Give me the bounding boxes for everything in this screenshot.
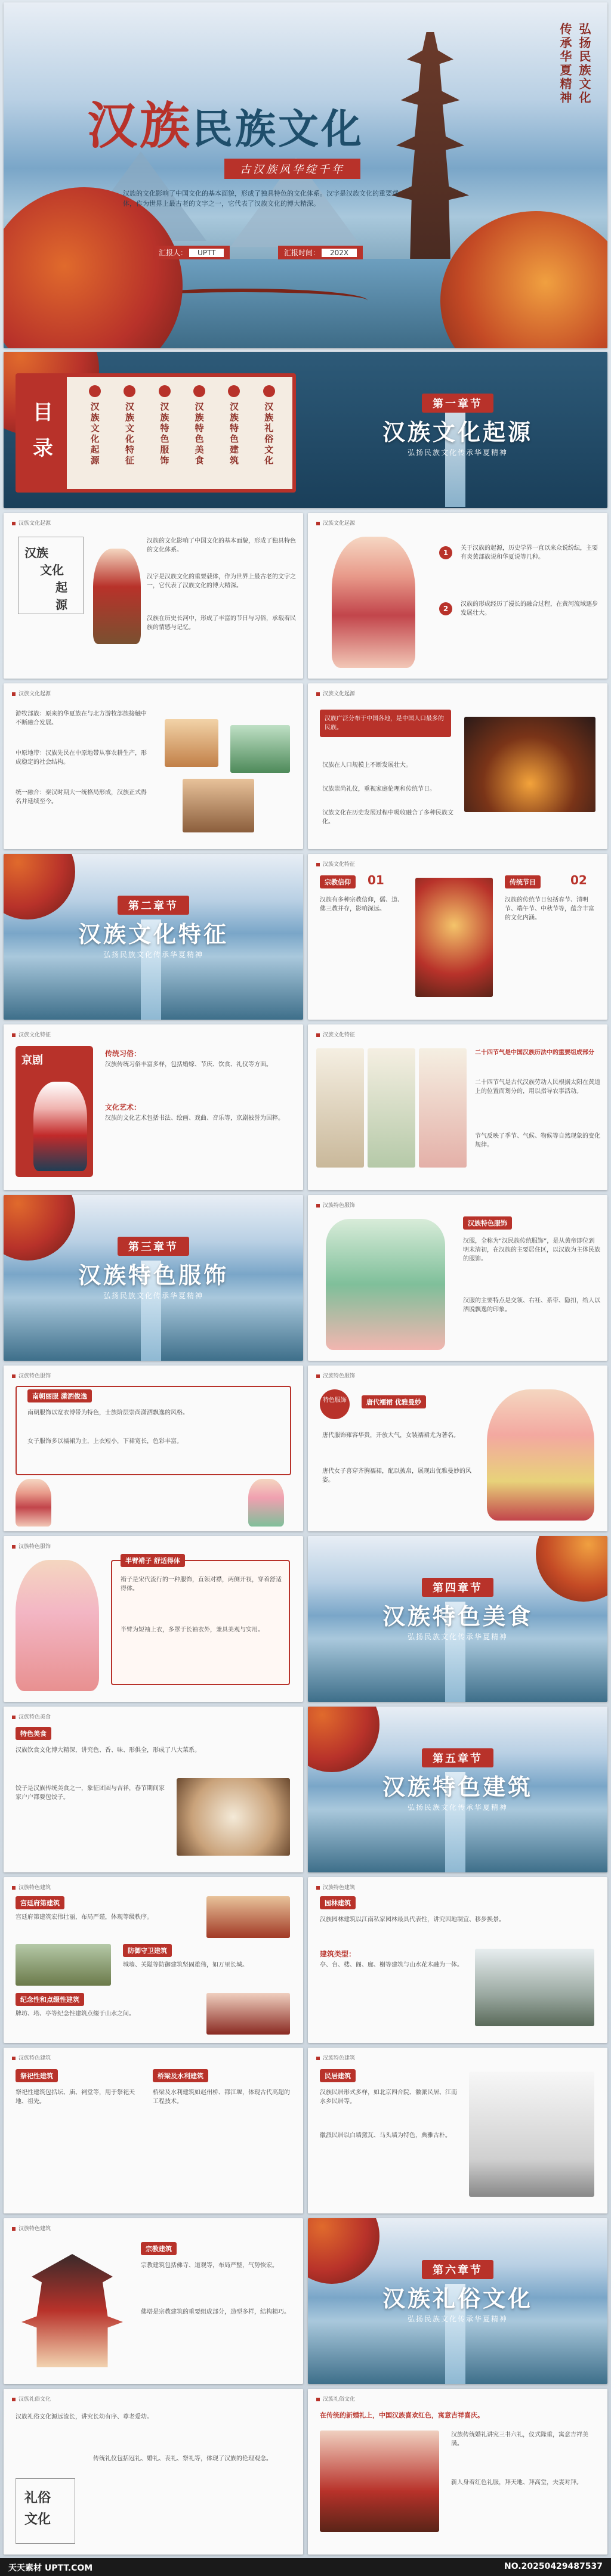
toc-dot-icon bbox=[159, 385, 171, 397]
food-title: 特色美食 bbox=[16, 1727, 51, 1740]
toc-item-label: 汉族文化起源 bbox=[89, 402, 100, 466]
festival-number: 02 bbox=[570, 873, 587, 887]
reporter-box bbox=[153, 246, 230, 259]
section-6-number: 第六章节 bbox=[422, 2260, 493, 2279]
custom-slide-2 bbox=[308, 2389, 607, 2555]
dwelling-p2: 徽派民居以白墙黛瓦、马头墙为特色，典雅古朴。 bbox=[320, 2132, 451, 2139]
slide-label: 汉族特色建筑 bbox=[12, 1883, 51, 1891]
pavilion-image bbox=[206, 1993, 290, 2035]
clothing-p2: 汉服的主要特点是交领、右衽、系带、隐扣，给人以洒脱飘逸的印象。 bbox=[463, 1298, 600, 1313]
garden-p2: 亭、台、楼、阁、廊、榭等建筑与山水花木融为一体。 bbox=[320, 1962, 463, 1968]
cover-slide bbox=[4, 2, 607, 348]
religious-title: 宗教建筑 bbox=[141, 2242, 177, 2255]
cooking-illustration bbox=[230, 725, 290, 773]
solar-terms-painting-1 bbox=[316, 1048, 364, 1168]
slide-label: 汉族文化特征 bbox=[316, 860, 355, 868]
bridge-text: 桥梁及水利建筑如赵州桥、都江堰，体现古代高超的工程技术。 bbox=[153, 2089, 290, 2105]
festival-text: 汉族的传统节日包括春节、清明节、端午节、中秋节等，蕴含丰富的文化内涵。 bbox=[505, 897, 594, 921]
custom-vert-1: 礼俗 bbox=[24, 2490, 51, 2506]
vert-3: 起源 bbox=[55, 580, 67, 612]
song-lady-illustration bbox=[16, 1560, 99, 1691]
section-5-title: 汉族特色建筑 bbox=[382, 1773, 533, 1800]
opera-card bbox=[16, 1046, 93, 1177]
origin-p2: 汉字是汉族文化的重要载体，作为世界上最古老的文字之一，它代表了汉族文化的博大精深。 bbox=[147, 574, 296, 589]
reporter-value: UPTT bbox=[189, 249, 224, 257]
section-4 bbox=[308, 1536, 607, 1702]
temple-illustration bbox=[21, 2254, 123, 2367]
section-6 bbox=[308, 2218, 607, 2384]
religion-text: 汉族有多种宗教信仰，儒、道、佛三教并存，影响深远。 bbox=[320, 897, 403, 912]
slide-label: 汉族礼俗文化 bbox=[12, 2395, 51, 2402]
toc-dot-icon bbox=[89, 385, 101, 397]
slide-label: 汉族特色服饰 bbox=[316, 1201, 355, 1209]
custom-p1: 汉族礼俗文化源远流长，讲究长幼有序、尊老爱幼。 bbox=[16, 2414, 153, 2420]
toc-heading bbox=[19, 377, 67, 489]
slide-label: 汉族特色服饰 bbox=[12, 1371, 51, 1379]
slide-label: 汉族特色服饰 bbox=[316, 1371, 355, 1379]
arch-slide-4 bbox=[308, 2048, 607, 2213]
hanfu-garment-image bbox=[326, 1219, 445, 1350]
arch-slide-3 bbox=[4, 2048, 303, 2213]
garden-type-heading: 建筑类型： bbox=[320, 1950, 356, 1958]
point-1-badge: 1 bbox=[439, 546, 452, 559]
section-3-subtitle: 弘扬民族文化传承华夏精神 bbox=[103, 1292, 203, 1300]
section-2-number: 第二章节 bbox=[118, 896, 189, 915]
solar-terms-p2: 节气反映了季节、气候、物候等自然现象的变化规律。 bbox=[475, 1133, 600, 1148]
slide-label: 汉族特色建筑 bbox=[12, 2224, 51, 2232]
origin-slide-2 bbox=[308, 513, 607, 679]
sacrificial-text: 祭祀性建筑包括坛、庙、祠堂等，用于祭祀天地、祖先。 bbox=[16, 2089, 135, 2105]
population-callout: 汉族广泛分布于中国各地，是中国人口最多的民族。 bbox=[320, 710, 451, 737]
defense-title: 防御守卫建筑 bbox=[123, 1944, 172, 1957]
toc-item-label: 汉族特色美食 bbox=[193, 402, 205, 466]
clothing-p1: 汉服，全称为“汉民族传统服饰”，是从黄帝即位到明末清初，在汉族的主要居住区，以汉族为主体民族的服饰。 bbox=[463, 1238, 600, 1262]
market-illustration bbox=[183, 779, 254, 832]
time-value: 202X bbox=[322, 249, 357, 257]
tang-p2: 唐代女子喜穿齐胸襦裙，配以披帛，展现出优雅曼妙的风姿。 bbox=[322, 1468, 471, 1484]
memorial-text: 牌坊、塔、亭等纪念性建筑点缀于山水之间。 bbox=[16, 2011, 135, 2017]
tang-p1: 唐代服饰雍容华贵，开放大气，女装襦裙尤为著名。 bbox=[322, 1432, 459, 1439]
food-p2: 饺子是汉族传统美食之一，象征团圆与吉祥，春节期间家家户户都要包饺子。 bbox=[16, 1785, 165, 1801]
song-p1: 褙子是宋代流行的一种服饰，直领对襟，两侧开衩，穿着舒适得体。 bbox=[121, 1577, 282, 1592]
wedding-image bbox=[320, 2431, 439, 2532]
clothing-slide-4 bbox=[4, 1536, 303, 1702]
toc-item-label: 汉族特色建筑 bbox=[228, 402, 239, 466]
tang-badge: 特色服饰 bbox=[320, 1389, 350, 1419]
population-p1: 汉族在人口规模上不断发展壮大。 bbox=[322, 762, 412, 769]
clothing-slide-3 bbox=[308, 1366, 607, 1531]
sacrificial-title: 祭祀性建筑 bbox=[16, 2069, 58, 2082]
slide-label: 汉族特色服饰 bbox=[12, 1542, 51, 1550]
memorial-title: 纪念性和点缀性建筑 bbox=[16, 1993, 84, 2006]
toc-dot-icon bbox=[124, 385, 135, 397]
solar-terms-painting-3 bbox=[419, 1048, 467, 1168]
section-5-number: 第五章节 bbox=[422, 1748, 493, 1767]
population-p3: 汉族文化在历史发展过程中吸收融合了多种民族文化。 bbox=[322, 810, 453, 825]
section-1-subtitle: 弘扬民族文化传承华夏精神 bbox=[407, 448, 508, 457]
great-wall-image bbox=[16, 1944, 111, 1986]
section-3 bbox=[4, 1195, 303, 1361]
palace-title: 宫廷府第建筑 bbox=[16, 1896, 64, 1909]
slide-label: 汉族礼俗文化 bbox=[316, 2395, 355, 2402]
cover-title-a: 汉族 bbox=[87, 96, 193, 155]
calligraphy-box bbox=[18, 537, 84, 614]
arch-slide-5 bbox=[4, 2218, 303, 2384]
lady-illustration bbox=[16, 1479, 51, 1527]
clothing-slide-2 bbox=[4, 1366, 303, 1531]
solar-terms-title: 二十四节气是中国汉族历法中的重要组成部分 bbox=[475, 1049, 594, 1056]
vert-2: 文化 bbox=[40, 563, 64, 577]
customs-text: 汉族传统习俗丰富多样，包括婚嫁、节庆、饮食、礼仪等方面。 bbox=[105, 1061, 272, 1068]
section-2 bbox=[4, 854, 303, 1020]
origin-slide-4 bbox=[308, 683, 607, 849]
southern-dynasty-p2: 女子服饰多以襦裙为主，上衣短小，下裙宽长，色彩丰富。 bbox=[27, 1438, 183, 1445]
vert-1: 汉族 bbox=[24, 546, 48, 560]
slide-label: 汉族文化起源 bbox=[316, 519, 355, 527]
toc-item[interactable] bbox=[263, 385, 275, 483]
tang-title: 唐代襦裙 优雅曼妙 bbox=[362, 1395, 426, 1408]
origin-slide-3 bbox=[4, 683, 303, 849]
customs-heading: 传统习俗： bbox=[105, 1049, 141, 1058]
toc-item-label: 汉族文化特征 bbox=[124, 402, 135, 466]
clothing-title: 汉族特色服饰 bbox=[463, 1216, 512, 1230]
slide-label: 汉族特色建筑 bbox=[12, 2054, 51, 2061]
feature-slide-1 bbox=[308, 854, 607, 1020]
cover-title bbox=[87, 86, 364, 158]
festival-tag: 传统节日 bbox=[505, 875, 541, 888]
arts-heading: 文化艺术： bbox=[105, 1103, 141, 1111]
garden-p1: 汉族园林建筑以江南私家园林最具代表性，讲究因地制宜、移步换景。 bbox=[320, 1916, 505, 1923]
religion-number: 01 bbox=[368, 873, 384, 887]
tang-lady-illustration bbox=[487, 1389, 594, 1521]
origin-slide-1 bbox=[4, 513, 303, 679]
dwelling-title: 民居建筑 bbox=[320, 2069, 356, 2082]
solar-terms-painting-2 bbox=[368, 1048, 415, 1168]
section-3-number: 第三章节 bbox=[118, 1237, 189, 1256]
origin-p3: 汉族在历史长河中，形成了丰富的节日与习俗，承载着民族的情感与记忆。 bbox=[147, 615, 296, 631]
opera-badge: 京剧 bbox=[21, 1054, 43, 1067]
slide-label: 汉族文化特征 bbox=[316, 1030, 355, 1038]
bridge-title: 桥梁及水利建筑 bbox=[153, 2069, 208, 2082]
festival-night-image bbox=[464, 717, 595, 812]
garden-title: 园林建筑 bbox=[320, 1896, 356, 1909]
cover-subtitle: 古汉族风华绽千年 bbox=[224, 159, 360, 179]
section-5-subtitle: 弘扬民族文化传承华夏精神 bbox=[407, 1803, 508, 1812]
wedding-title: 在传统的新婚礼上，中国汉族喜欢红色，寓意吉祥喜庆。 bbox=[320, 2411, 484, 2419]
cover-vertical-1: 传承华夏精神 bbox=[558, 23, 572, 105]
cover-vertical-2: 弘扬民族文化 bbox=[577, 23, 591, 105]
toc-item[interactable] bbox=[124, 385, 136, 483]
origin-point-2: 汉族的形成经历了漫长的融合过程，在黄河流域逐步发展壮大。 bbox=[461, 601, 598, 617]
toc-item-label: 汉族礼俗文化 bbox=[263, 402, 274, 466]
origin-p1: 汉族的文化影响了中国文化的基本面貌，形成了独具特色的文化体系。 bbox=[147, 538, 296, 553]
footer-right: NO.20250429487537 bbox=[504, 2562, 603, 2571]
toc-item[interactable] bbox=[89, 385, 101, 483]
religion-tag: 宗教信仰 bbox=[320, 875, 356, 888]
religious-p2: 佛塔是宗教建筑的重要组成部分，造型多样，结构精巧。 bbox=[141, 2309, 290, 2315]
time-label: 汇报时间： bbox=[284, 249, 320, 257]
toc-item[interactable] bbox=[193, 385, 206, 483]
religious-p1: 宗教建筑包括佛寺、道观等，布局严整，气势恢宏。 bbox=[141, 2262, 278, 2269]
farming-illustration bbox=[165, 719, 218, 767]
lady-illustration bbox=[248, 1479, 284, 1527]
clothing-slide-1 bbox=[308, 1195, 607, 1361]
section-1-title: 汉族文化起源 bbox=[382, 419, 533, 445]
toc-items bbox=[78, 385, 286, 483]
section-6-title: 汉族礼俗文化 bbox=[382, 2285, 533, 2312]
food-slide bbox=[4, 1707, 303, 1872]
slide-label: 汉族文化起源 bbox=[316, 689, 355, 697]
feature-slide-2 bbox=[4, 1024, 303, 1190]
origin-point-1: 关于汉族的起源，历史学界一直以来众说纷纭，主要有炎黄部族说和华夏说等几种。 bbox=[461, 545, 598, 561]
toc-heading-2: 录 bbox=[33, 436, 53, 460]
huizhou-house-sketch bbox=[469, 2072, 594, 2197]
cover-description: 汉族的文化影响了中国文化的基本面貌，形成了独具特色的文化体系。汉字是汉族文化的重要载体，作为世界上最古老的文字之一，它代表了汉族文化的博大精深。 bbox=[123, 190, 399, 208]
origin-bullet-2: 中原地带：汉族先民在中原地带从事农耕生产，形成稳定的社会结构。 bbox=[16, 750, 147, 766]
reporter-label: 汇报人： bbox=[159, 249, 188, 257]
toc-slide bbox=[4, 352, 607, 508]
custom-p2: 传统礼仪包括冠礼、婚礼、丧礼、祭礼等，体现了汉族的伦理观念。 bbox=[93, 2456, 272, 2462]
slide-label: 汉族文化特征 bbox=[12, 1030, 51, 1038]
custom-vert-2: 文化 bbox=[24, 2512, 51, 2527]
scholar-illustration bbox=[93, 549, 141, 644]
slide-label: 汉族文化起源 bbox=[12, 519, 51, 527]
dumplings-image bbox=[177, 1778, 290, 1856]
custom-slide-1 bbox=[4, 2389, 303, 2555]
toc-dot-icon bbox=[228, 385, 240, 397]
wedding-p1: 汉族传统婚礼讲究三书六礼，仪式隆重，寓意吉祥美满。 bbox=[451, 2432, 588, 2447]
feature-slide-3 bbox=[308, 1024, 607, 1190]
southern-dynasty-title: 南朝丽服 潇洒俊逸 bbox=[27, 1389, 92, 1402]
point-2-badge: 2 bbox=[439, 602, 452, 615]
slide-label: 汉族文化起源 bbox=[12, 689, 51, 697]
section-2-title: 汉族文化特征 bbox=[78, 921, 229, 948]
toc-item[interactable] bbox=[228, 385, 240, 483]
toc-dot-icon bbox=[263, 385, 275, 397]
toc-card bbox=[16, 373, 296, 493]
footer-left: 天天素材 UPTT.COM bbox=[8, 2563, 93, 2573]
population-p2: 汉族崇尚礼仪，重视家庭伦理和传统节日。 bbox=[322, 786, 436, 792]
toc-dot-icon bbox=[193, 385, 205, 397]
arch-slide-2 bbox=[308, 1877, 607, 2043]
dwelling-p1: 汉族民居形式多样，如北京四合院、徽派民居、江南水乡民居等。 bbox=[320, 2089, 457, 2105]
song-p2: 半臂为短袖上衣，多罩于长袖衣外，兼具美观与实用。 bbox=[121, 1627, 264, 1633]
buddha-image bbox=[415, 878, 493, 997]
wedding-p2: 新人身着红色礼服，拜天地、拜高堂，夫妻对拜。 bbox=[451, 2479, 582, 2486]
song-title: 半臂褙子 舒适得体 bbox=[121, 1554, 185, 1567]
slide-label: 汉族特色建筑 bbox=[316, 2054, 355, 2061]
section-4-number: 第四章节 bbox=[422, 1578, 493, 1597]
opera-mask-illustration bbox=[33, 1082, 87, 1171]
section-4-subtitle: 弘扬民族文化传承华夏精神 bbox=[407, 1633, 508, 1641]
section-1 bbox=[308, 352, 607, 508]
garden-image bbox=[475, 1949, 594, 2026]
toc-item[interactable] bbox=[158, 385, 171, 483]
food-p1: 汉族饮食文化博大精深，讲究色、香、味、形俱全，形成了八大菜系。 bbox=[16, 1747, 200, 1754]
slide-label: 汉族特色建筑 bbox=[316, 1883, 355, 1891]
origin-bullet-1: 游牧部族：原来的华夏族在与北方游牧部族接触中不断融合发展。 bbox=[16, 711, 147, 726]
southern-dynasty-p1: 南朝服饰以宽衣博带为特色，士族阶层崇尚潇洒飘逸的风格。 bbox=[27, 1410, 189, 1416]
palace-text: 宫廷府第建筑宏伟壮丽，布局严谨，体现等级秩序。 bbox=[16, 1914, 153, 1921]
toc-item-label: 汉族特色服饰 bbox=[159, 402, 170, 466]
defense-text: 城墙、关隘等防御建筑坚固雄伟，如万里长城。 bbox=[123, 1962, 248, 1968]
arts-text: 汉族的文化艺术包括书法、绘画、戏曲、音乐等，京剧被誉为国粹。 bbox=[105, 1115, 284, 1122]
section-5 bbox=[308, 1707, 607, 1872]
section-6-subtitle: 弘扬民族文化传承华夏精神 bbox=[407, 2315, 508, 2323]
toc-heading-1: 目 bbox=[33, 401, 53, 425]
time-box bbox=[278, 246, 363, 259]
watermark-footer bbox=[0, 2558, 611, 2576]
cover-title-b: 民族文化 bbox=[192, 106, 365, 153]
solar-terms-p1: 二十四节气是古代汉族劳动人民根据太阳在黄道上的位置而划分的，用以指导农事活动。 bbox=[475, 1079, 600, 1095]
section-1-number: 第一章节 bbox=[422, 394, 493, 413]
hanfu-lady-illustration bbox=[332, 537, 415, 668]
arch-slide-1 bbox=[4, 1877, 303, 2043]
section-4-title: 汉族特色美食 bbox=[382, 1603, 533, 1630]
custom-vertical-box bbox=[16, 2478, 75, 2544]
origin-bullet-3: 统一融合：秦汉时期大一统格局形成，汉族正式得名并延续至今。 bbox=[16, 789, 147, 805]
section-3-title: 汉族特色服饰 bbox=[78, 1262, 229, 1289]
palace-image bbox=[206, 1896, 290, 1938]
slide-label: 汉族特色美食 bbox=[12, 1713, 51, 1720]
section-2-subtitle: 弘扬民族文化传承华夏精神 bbox=[103, 950, 203, 959]
